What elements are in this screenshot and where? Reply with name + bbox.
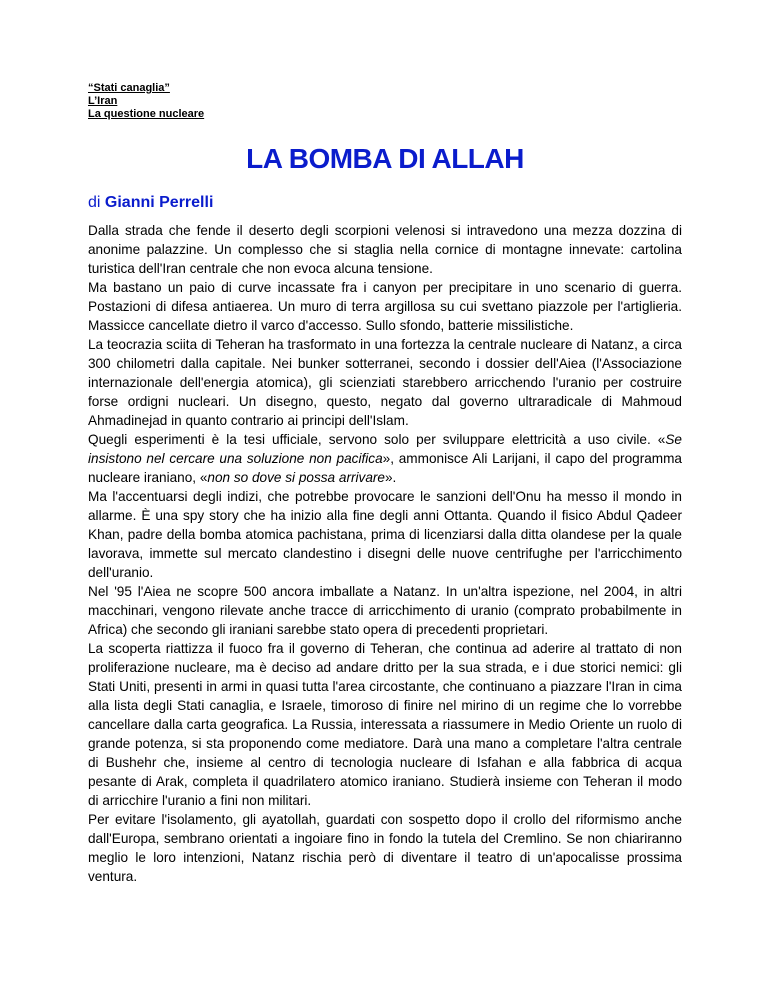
paragraph-4-text-c: ». [384,470,397,485]
article-title: LA BOMBA DI ALLAH [246,143,524,174]
article-body [88,221,682,886]
document-page [88,82,682,886]
breadcrumb-link-stati-canaglia[interactable]: “Stati canaglia” [88,82,170,94]
paragraph-1: Dalla strada che fende il deserto degli scorpioni velenosi si intravedono una mezza dozzina di anonime palazzine. Un complesso che si staglia nella cornice di montagne innevate: cartolina turistica dell'Iran centrale che non evoca alcuna tensione. [88,223,682,276]
author-name: Gianni Perrelli [104,194,214,211]
paragraph-6: Nel '95 l'Aiea ne scopre 500 ancora imballate a Natanz. In un'altra ispezione, nel 2004, in altri macchinari, vengono rilevate anche tracce di arricchimento di uranio (comprato probabilmente in Africa) che secondo gli iraniani sarebbe stato opera di precedenti proprietari. [88,584,682,637]
paragraph-8: Per evitare l'isolamento, gli ayatollah, guardati con sospetto dopo il crollo del riformismo anche dall'Europa, sembrano orientati a ingoiare fino in fondo la tutela del Cremlino. Se non chiariranno meglio le loro intenzioni, Natanz rischia però di diventare il teatro di un'apocalisse prossima ventura. [88,812,682,884]
paragraph-2: Ma bastano un paio di curve incassate fra i canyon per precipitare in uno scenario di guerra. Postazioni di difesa antiaerea. Un muro di terra argillosa su cui svettano piazzole per l'artiglieria. Massicce cancellate dietro il varco d'accesso. Sullo sfondo, batterie missilistiche. [88,280,682,333]
paragraph-4 [88,430,682,487]
paragraph-4-text-b: », ammonisce Ali Larijani, il capo del programma nucleare iraniano, « [88,451,682,485]
quote-1: Se insistono nel cercare una soluzione non pacifica [88,432,682,466]
paragraph-4-text-a: Quegli esperimenti è la tesi ufficiale, servono solo per sviluppare elettricità a uso civile. « [88,432,666,447]
paragraph-3: La teocrazia sciita di Teheran ha trasformato in una fortezza la centrale nucleare di Natanz, a circa 300 chilometri dalla capitale. Nei bunker sotterranei, secondo i dossier dell'Aiea (l'Associazione internazionale dell'energia atomica), gli scienziati starebbero arricchendo l'uranio per costruire forse ordigni nucleari. Un disegno, questo, negato dal governo ultraradicale di Mahmoud Ahmadinejad in quanto contrario ai principi dell'Islam. [88,337,682,428]
paragraph-5: Ma l'accentuarsi degli indizi, che potrebbe provocare le sanzioni dell'Onu ha messo il mondo in allarme. È una spy story che ha inizio alla fine degli anni Ottanta. Quando il fisico Abdul Qadeer Khan, padre della bomba atomica pachistana, prima di licenziarsi dalla ditta olandese per la quale lavorava, immette sul mercato clandestino i disegni delle nuove centrifughe per l'arricchimento dell'uranio. [88,489,682,580]
breadcrumb-link-questione-nucleare[interactable]: La questione nucleare [88,108,205,120]
breadcrumb [88,82,682,121]
breadcrumb-link-iran[interactable]: L’Iran [88,95,118,107]
paragraph-7: La scoperta riattizza il fuoco fra il governo di Teheran, che continua ad aderire al trattato di non proliferazione nucleare, ma è deciso ad andare dritto per la sua strada, e i due storici nemici: gli Stati Uniti, presenti in armi in quasi tutta l'area circostante, che continuano a piazzare l'Iran in cima alla lista degli Stati canaglia, e Israele, timoroso di finire nel mirino di un regime che lo vorrebbe cancellare dalla carta geografica. La Russia, interessata a riassumere in Medio Oriente un ruolo di grande potenza, si sta proponendo come mediatore. Darà una mano a completare l'altra centrale di Bushehr che, insieme al centro di tecnologia nucleare di Isfahan e alla fabbrica di acqua pesante di Arak, completa il quadrilatero atomico iraniano. Studierà insieme con Teheran il modo di arricchire l'uranio a fini non militari. [88,641,682,808]
byline-prefix: di [88,194,101,211]
quote-2: non so dove si possa arrivare [207,470,385,485]
byline [88,193,682,213]
